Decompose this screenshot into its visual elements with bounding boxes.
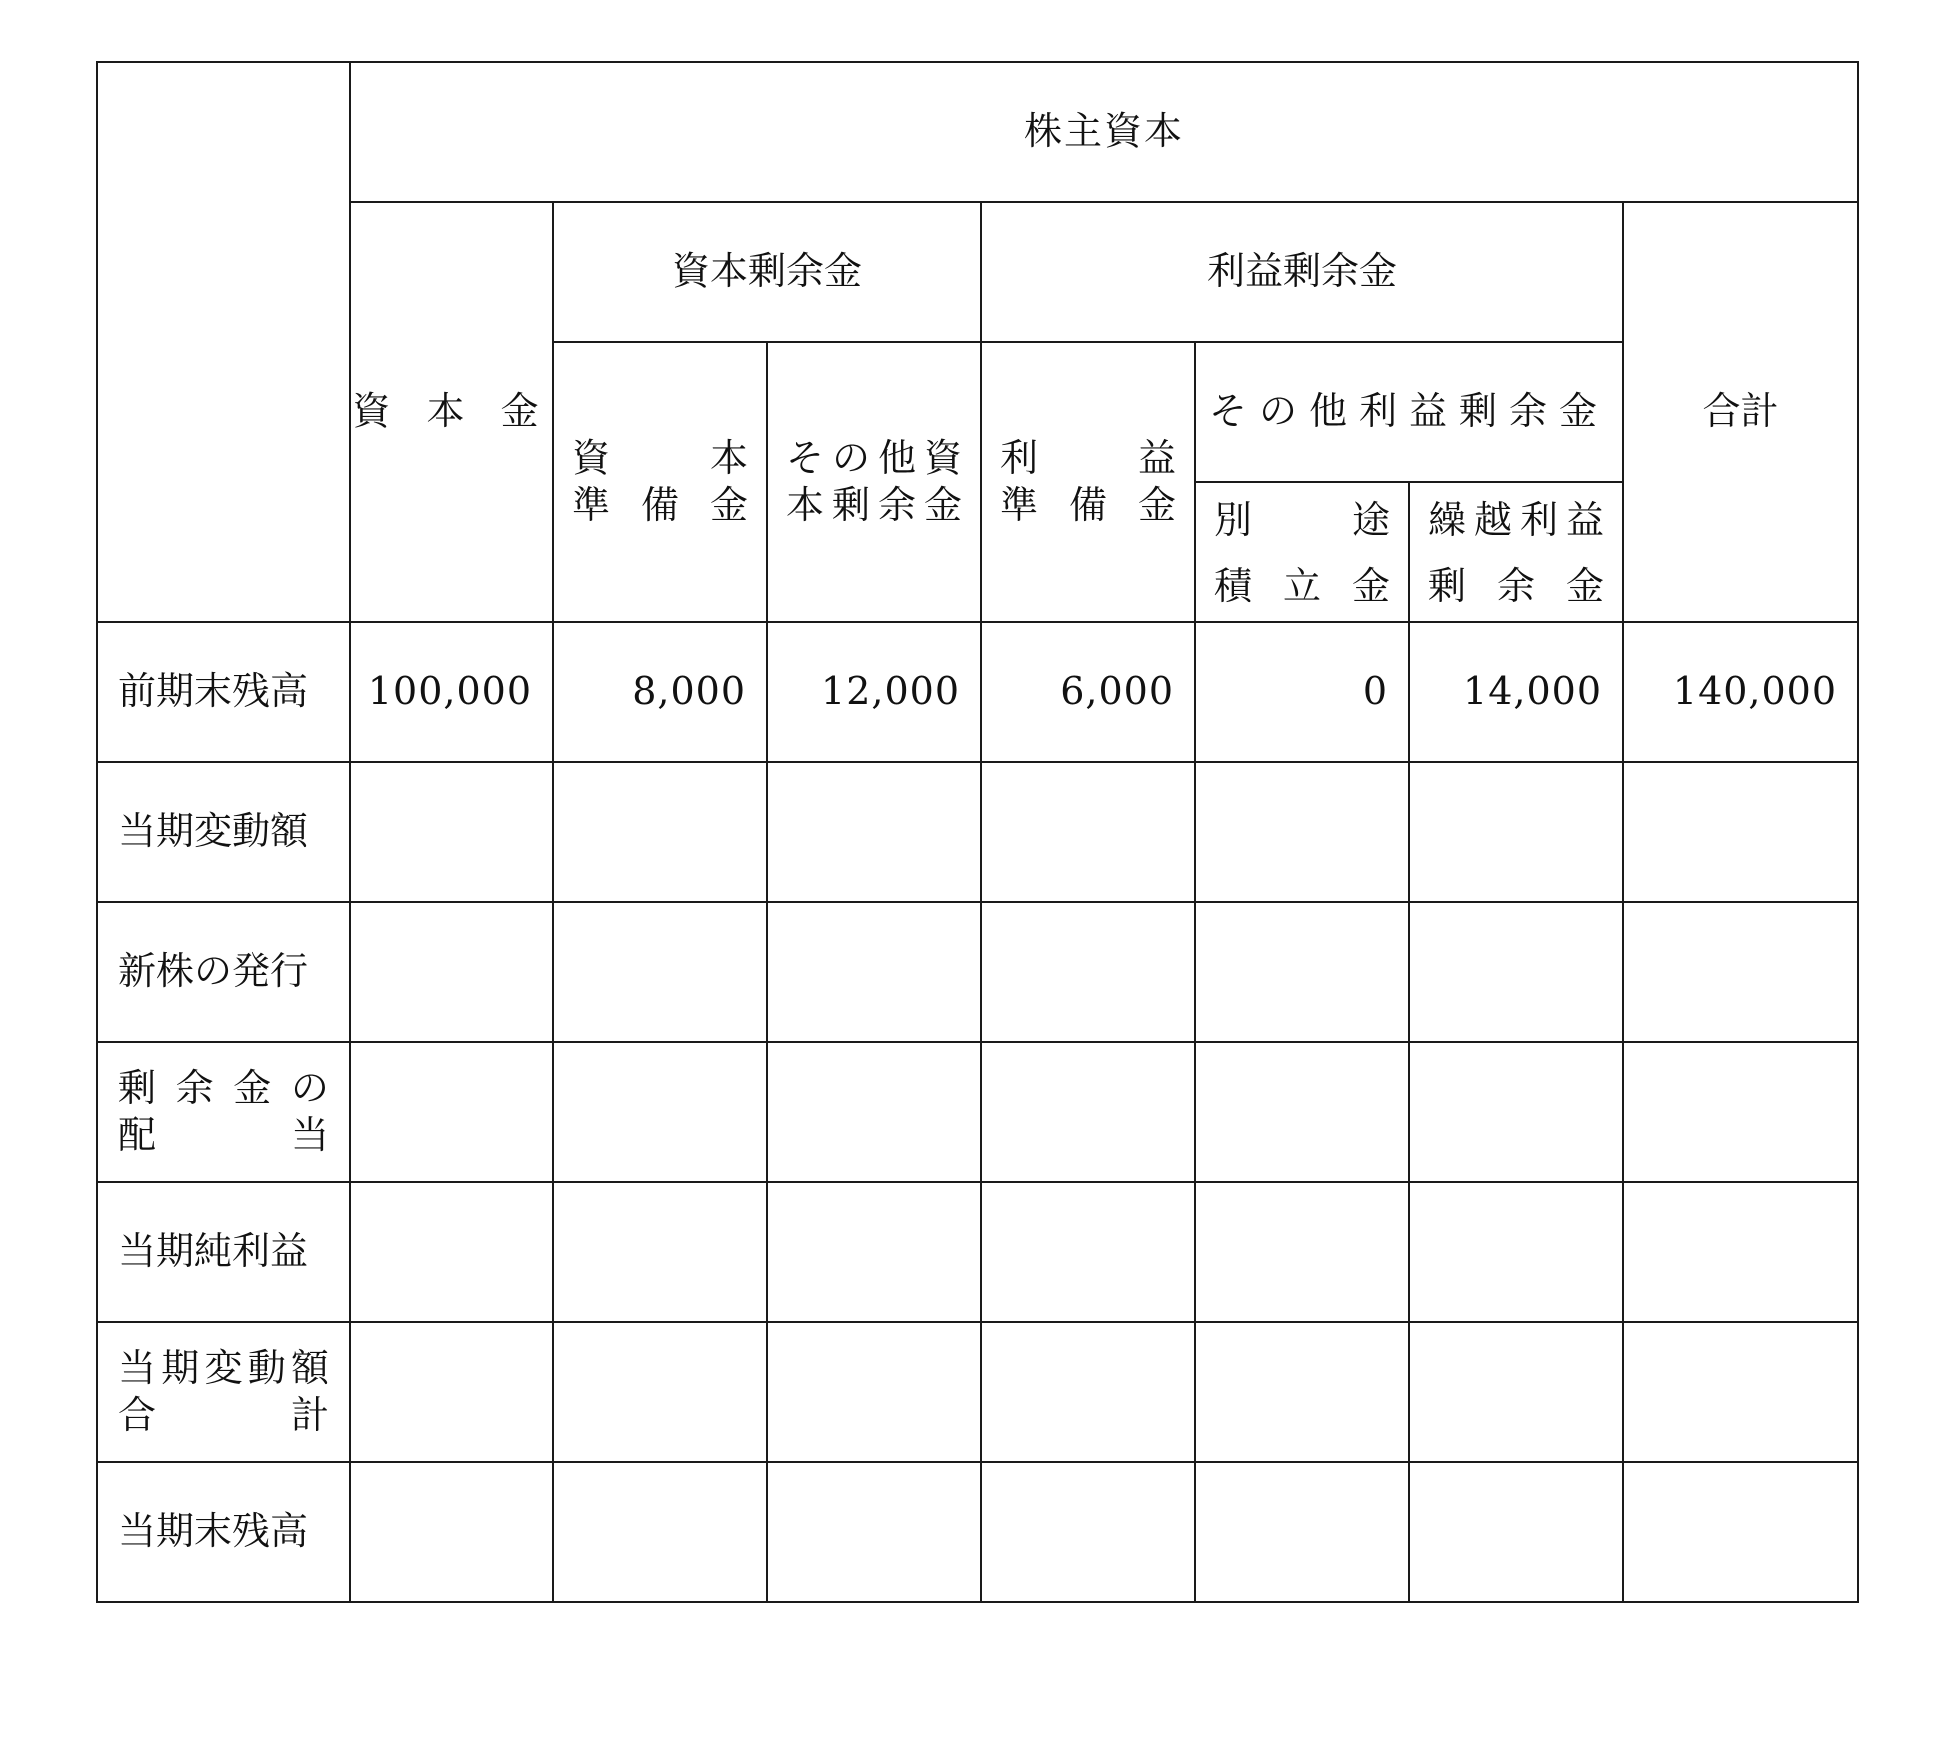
total-cell[interactable] <box>1623 1182 1858 1322</box>
other-capital-surplus-cell[interactable] <box>767 1042 981 1182</box>
table-row <box>97 1462 1858 1602</box>
total-cell[interactable] <box>1623 762 1858 902</box>
table-row <box>97 622 1858 762</box>
row-label: 前期末残高 <box>97 622 350 762</box>
retained-earnings-carried-forward-cell[interactable] <box>1409 1182 1623 1322</box>
retained-earnings-carried-forward-cell[interactable] <box>1409 1322 1623 1462</box>
equity-statement-table <box>96 61 1859 1603</box>
capital-stock-cell[interactable] <box>350 1462 553 1602</box>
row-label: 当期末残高 <box>97 1462 350 1602</box>
total-cell[interactable] <box>1623 902 1858 1042</box>
capital-stock-cell[interactable] <box>350 1042 553 1182</box>
legal-retained-earnings-cell[interactable] <box>981 1322 1195 1462</box>
legal-retained-earnings-cell: 6,000 <box>981 622 1195 762</box>
retained-earnings-carried-forward-cell[interactable] <box>1409 762 1623 902</box>
total-cell[interactable] <box>1623 1462 1858 1602</box>
other-capital-surplus-cell: 12,000 <box>767 622 981 762</box>
other-capital-surplus-header: その他資 本剰余金 <box>767 342 981 622</box>
general-reserve-cell[interactable] <box>1195 1322 1409 1462</box>
capital-stock-cell[interactable] <box>350 762 553 902</box>
other-capital-surplus-cell[interactable] <box>767 1182 981 1322</box>
other-capital-surplus-cell[interactable] <box>767 762 981 902</box>
capital-reserve-cell[interactable] <box>553 1322 767 1462</box>
total-header: 合計 <box>1623 202 1858 622</box>
capital-reserve-cell: 8,000 <box>553 622 767 762</box>
row-label: 当期変動額 <box>97 762 350 902</box>
capital-reserve-cell[interactable] <box>553 1182 767 1322</box>
capital-stock-cell[interactable] <box>350 1322 553 1462</box>
capital-stock-cell[interactable] <box>350 902 553 1042</box>
corner-cell <box>97 62 350 622</box>
capital-stock-cell[interactable] <box>350 1182 553 1322</box>
capital-reserve-cell[interactable] <box>553 1462 767 1602</box>
legal-retained-earnings-cell[interactable] <box>981 1042 1195 1182</box>
table-row <box>97 1322 1858 1462</box>
table-row <box>97 902 1858 1042</box>
legal-retained-earnings-cell[interactable] <box>981 762 1195 902</box>
retained-earnings-carried-forward-header: 繰越利益 剰 余 金 <box>1409 482 1623 622</box>
legal-retained-earnings-cell[interactable] <box>981 1462 1195 1602</box>
capital-reserve-cell[interactable] <box>553 1042 767 1182</box>
other-capital-surplus-cell[interactable] <box>767 1322 981 1462</box>
table-row <box>97 1182 1858 1322</box>
capital-reserve-header: 資 本 準 備 金 <box>553 342 767 622</box>
other-capital-surplus-cell[interactable] <box>767 902 981 1042</box>
table-row <box>97 762 1858 902</box>
general-reserve-cell[interactable] <box>1195 902 1409 1042</box>
shareholders-equity-header: 株主資本 <box>350 62 1858 202</box>
capital-reserve-cell[interactable] <box>553 762 767 902</box>
total-cell: 140,000 <box>1623 622 1858 762</box>
general-reserve-cell[interactable] <box>1195 1042 1409 1182</box>
retained-earnings-carried-forward-cell[interactable] <box>1409 902 1623 1042</box>
total-cell[interactable] <box>1623 1042 1858 1182</box>
row-label: 当期変動額 合 計 <box>97 1322 350 1462</box>
capital-reserve-cell[interactable] <box>553 902 767 1042</box>
retained-earnings-carried-forward-cell[interactable] <box>1409 1462 1623 1602</box>
capital-stock-header: 資 本 金 <box>350 202 553 622</box>
legal-retained-earnings-cell[interactable] <box>981 1182 1195 1322</box>
row-label: 新株の発行 <box>97 902 350 1042</box>
total-cell[interactable] <box>1623 1322 1858 1462</box>
general-reserve-cell[interactable] <box>1195 1462 1409 1602</box>
table-row <box>97 1042 1858 1182</box>
retained-earnings-carried-forward-cell[interactable] <box>1409 1042 1623 1182</box>
retained-earnings-header: 利益剰余金 <box>981 202 1623 342</box>
general-reserve-cell[interactable] <box>1195 762 1409 902</box>
capital-stock-cell: 100,000 <box>350 622 553 762</box>
general-reserve-cell[interactable] <box>1195 1182 1409 1322</box>
capital-surplus-header: 資本剰余金 <box>553 202 981 342</box>
row-label: 当期純利益 <box>97 1182 350 1322</box>
general-reserve-cell: 0 <box>1195 622 1409 762</box>
retained-earnings-carried-forward-cell: 14,000 <box>1409 622 1623 762</box>
other-retained-earnings-header: その他利益剰余金 <box>1195 342 1623 482</box>
general-reserve-header: 別 途 積 立 金 <box>1195 482 1409 622</box>
row-label: 剰 余 金 の 配 当 <box>97 1042 350 1182</box>
legal-retained-earnings-cell[interactable] <box>981 902 1195 1042</box>
legal-retained-earnings-header: 利 益 準 備 金 <box>981 342 1195 622</box>
other-capital-surplus-cell[interactable] <box>767 1462 981 1602</box>
